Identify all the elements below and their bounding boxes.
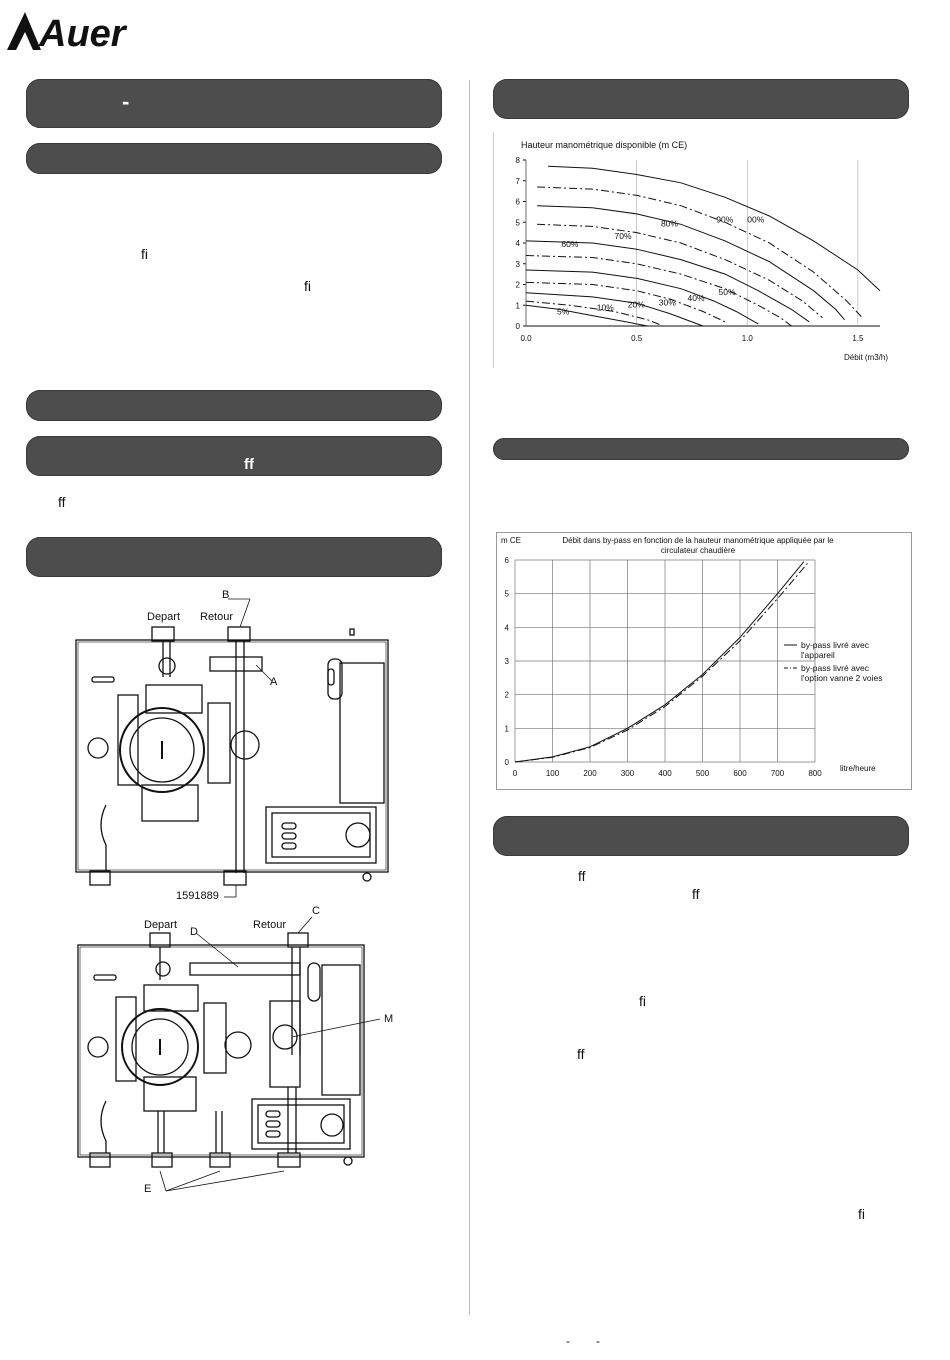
- chart1-series-label: 30%: [658, 297, 676, 308]
- label-a: A: [270, 676, 278, 688]
- chart1-y-tick-label: 1: [515, 301, 520, 311]
- chart2-y-tick-label: 4: [504, 623, 509, 633]
- chart1-series-label: 70%: [614, 230, 632, 241]
- ligature-fragment-3: ff: [58, 494, 66, 510]
- ligature-fragment-r3: fi: [639, 993, 646, 1009]
- chart1-x-tick-label: 0.5: [631, 334, 643, 343]
- section-bar-right-3: [493, 816, 909, 856]
- chart2-y-tick-label: 2: [504, 690, 509, 700]
- auer-logo-mark: [5, 8, 135, 54]
- ligature-fragment-2: fi: [304, 278, 311, 294]
- chart2-y-label: m CE: [501, 536, 521, 545]
- chart2-x-tick-label: 800: [808, 769, 822, 778]
- chart2-y-tick-label: 1: [504, 724, 509, 734]
- chart2-x-tick-label: 700: [770, 769, 785, 778]
- chart1-series-label: 00%: [747, 214, 765, 225]
- label-part-number: 1591889: [176, 890, 219, 902]
- chart2-x-tick-label: 600: [733, 769, 747, 778]
- footer-mark-2: -: [596, 1334, 600, 1348]
- chart2-x-tick-label: 0: [512, 769, 518, 778]
- section-bar-2: [26, 143, 442, 174]
- chart1-series-line: [548, 166, 880, 291]
- chart1-y-tick-label: 7: [515, 176, 520, 186]
- section-bar-4: [26, 436, 442, 476]
- chart1-series-label: 40%: [687, 293, 705, 304]
- chart2-y-tick-label: 5: [504, 589, 509, 599]
- chart2-x-tick-label: 300: [620, 769, 635, 778]
- chart1-title: Hauteur manométrique disponible (m CE): [521, 140, 688, 150]
- chart2-y-tick-label: 6: [504, 556, 509, 565]
- chart2-y-tick-label: 3: [504, 657, 509, 666]
- chart2-series-line: [515, 562, 804, 762]
- ligature-fragment-r1: ff: [578, 868, 586, 884]
- ligature-fragment-r4: ff: [577, 1046, 585, 1062]
- chart2-y-tick-label: 0: [504, 758, 509, 767]
- chart1-y-tick-label: 2: [515, 280, 520, 290]
- chart2-x-tick-label: 200: [583, 769, 597, 778]
- hydraulic-unit-figure-bottom: [60, 905, 420, 1205]
- chart1-series-label: 80%: [660, 218, 678, 229]
- section-bar-3: [26, 390, 442, 421]
- section-bar-1: [26, 79, 442, 128]
- column-divider: [469, 80, 470, 1315]
- chart1-series-label: 90%: [716, 214, 734, 225]
- ligature-fragment-1: fi: [141, 246, 148, 262]
- chart2-series-line: [515, 563, 808, 762]
- chart2-title: Débit dans by-pass en fonction de la hauteur manométrique appliquée par le circulateur chaudière: [562, 536, 834, 555]
- chart1-x-tick-label: 1.0: [741, 334, 753, 343]
- chart1-series-label: 50%: [718, 286, 736, 297]
- section-bar-right-1: [493, 79, 909, 119]
- chart2-x-tick-label: 100: [545, 769, 560, 778]
- chart1-series-line: [526, 293, 703, 326]
- chart1-y-tick-label: 3: [515, 259, 520, 269]
- chart2-x-tick-label: 400: [658, 769, 672, 778]
- chart1-y-tick-label: 6: [515, 197, 520, 207]
- hydraulic-unit-figure-top: [60, 585, 420, 905]
- chart1-x-tick-label: 0.0: [520, 334, 532, 343]
- section-bar-4-text: ff: [244, 456, 254, 473]
- chart1-series-line: [537, 224, 822, 317]
- chart1-y-tick-label: 8: [515, 156, 520, 165]
- hydraulic-unit-drawing-bottom: [60, 905, 420, 1205]
- bypass-flow-svg: [497, 533, 911, 789]
- label-b: B: [222, 589, 230, 601]
- section-bar-5: [26, 537, 442, 577]
- chart2-x-tick-label: 500: [695, 769, 710, 778]
- footer-mark-1: -: [566, 1334, 570, 1348]
- section-bar-right-2: [493, 438, 909, 460]
- label-depart-bottom: Depart: [144, 919, 178, 931]
- label-d: D: [190, 926, 198, 938]
- chart1-x-label: Débit (m3/h): [843, 353, 888, 362]
- chart1-x-tick-label: 1.5: [852, 334, 864, 343]
- chart1-y-tick-label: 4: [515, 239, 520, 248]
- label-retour-top: Retour: [200, 611, 234, 623]
- label-c: C: [312, 905, 320, 917]
- chart1-series-label: 10%: [596, 302, 614, 313]
- chart1-series-label: 20%: [627, 299, 645, 310]
- label-retour-bottom: Retour: [253, 919, 287, 931]
- section-bar-1-text: -: [122, 89, 130, 114]
- label-e: E: [144, 1183, 152, 1195]
- chart2-legend-label: by-pass livré avec l'appareil: [801, 640, 870, 660]
- chart2-legend-label: by-pass livré avec l'option vanne 2 voies: [801, 663, 883, 683]
- chart1-series-label: 5%: [556, 306, 570, 317]
- chart1-y-tick-label: 5: [515, 218, 520, 228]
- auer-logo: [5, 8, 135, 54]
- label-depart-top: Depart: [147, 611, 181, 623]
- hydraulic-unit-drawing-top: [60, 585, 420, 905]
- ligature-fragment-r2: ff: [692, 886, 700, 902]
- pump-curve-svg: [494, 132, 910, 368]
- pump-curve-chart: [493, 132, 910, 368]
- chart2-x-label: litre/heure: [840, 764, 876, 773]
- chart1-series-label: 60%: [561, 239, 579, 250]
- ligature-fragment-r5: fi: [858, 1206, 865, 1222]
- chart1-y-tick-label: 0: [515, 322, 520, 331]
- logo-wordmark: Auer: [39, 13, 126, 54]
- label-m: M: [384, 1013, 394, 1025]
- bypass-flow-chart: [496, 532, 912, 790]
